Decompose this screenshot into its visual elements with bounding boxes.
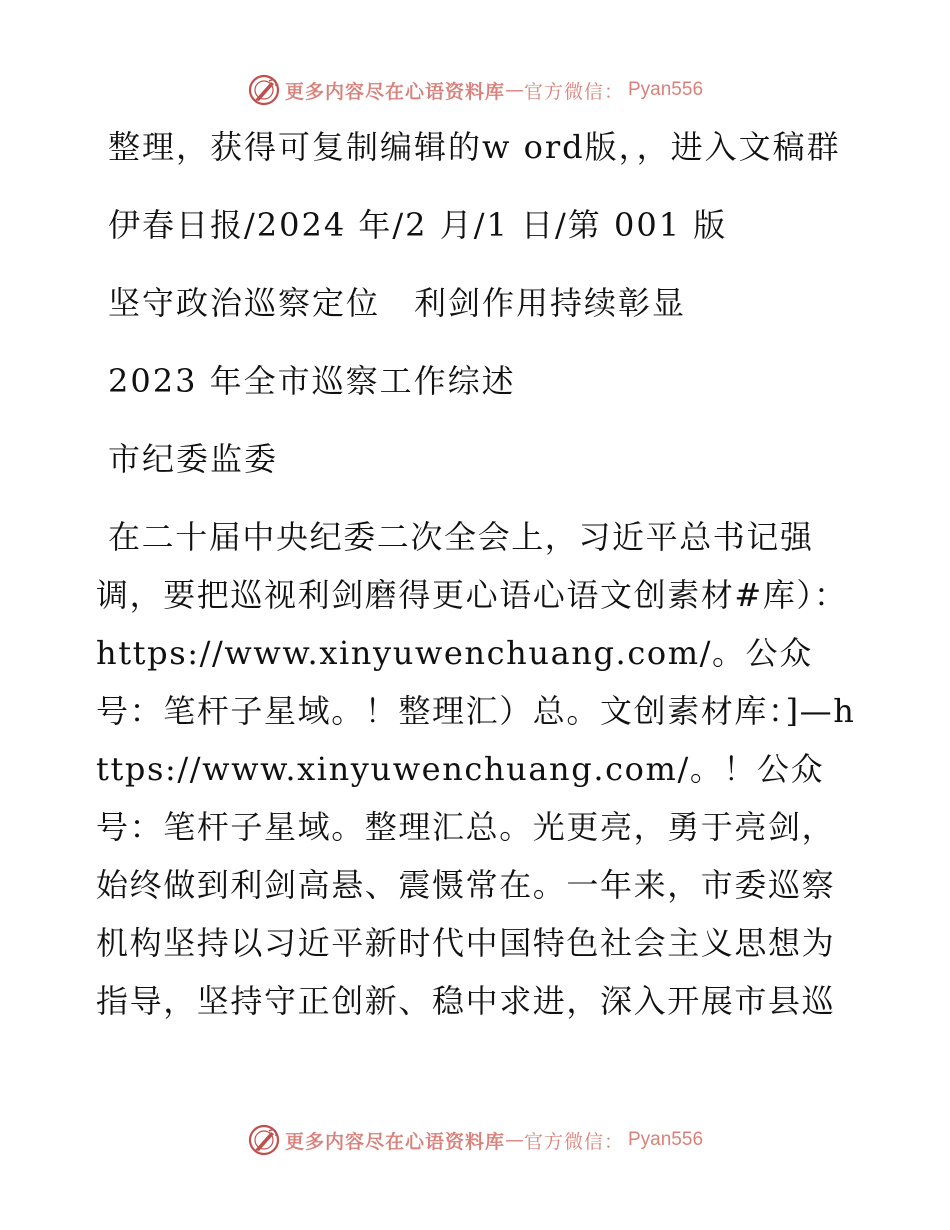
header-watermark (0, 70, 950, 110)
watermark-main-text: 更多内容尽在心语资料库 (284, 80, 505, 103)
quill-seal-icon (247, 73, 281, 107)
subheadline: 2023 年全市巡察工作综述 (108, 362, 516, 400)
author-line: 市纪委监委 (108, 440, 279, 478)
footer-watermark (0, 1120, 950, 1160)
intro-paragraph: 整理，获得可复制编辑的w ord版，，进入文稿群 (108, 128, 841, 166)
source-line: 伊春日报/2024 年/2 月/1 日/第 001 版 (108, 206, 728, 244)
watermark-wechat-id: Pyan556 (628, 1129, 704, 1150)
document-body (96, 118, 856, 1050)
watermark-main-text: 更多内容尽在心语资料库 (284, 1130, 505, 1153)
watermark-dash: — (504, 1129, 524, 1151)
watermark-dash: — (504, 79, 524, 101)
watermark-wechat-id: Pyan556 (628, 79, 704, 100)
watermark-sub-text: 官方微信： (523, 80, 624, 103)
headline: 坚守政治巡察定位 利剑作用持续彰显 (108, 284, 687, 322)
body-paragraph: 在二十届中央纪委二次全会上，习近平总书记强调，要把巡视利剑磨得更心语心语文创素材#库）：https://www.xinyuwenchuang.com/。公众号：笔杆子星域。！整理汇）总。文创素材库：]—https://www.xinyuwenchuang.com/。！公众号：笔杆子星域。整理汇总。光更亮，勇于亮剑，始终做到利剑高悬、震慑常在。一年来，市委巡察机构坚持以习近平新时代中国特色社会主义思想为指导，坚持守正创新、稳中求进，深入开展市县巡 (96, 518, 856, 1020)
quill-seal-icon (247, 1123, 281, 1157)
watermark-sub-text: 官方微信： (523, 1130, 624, 1153)
